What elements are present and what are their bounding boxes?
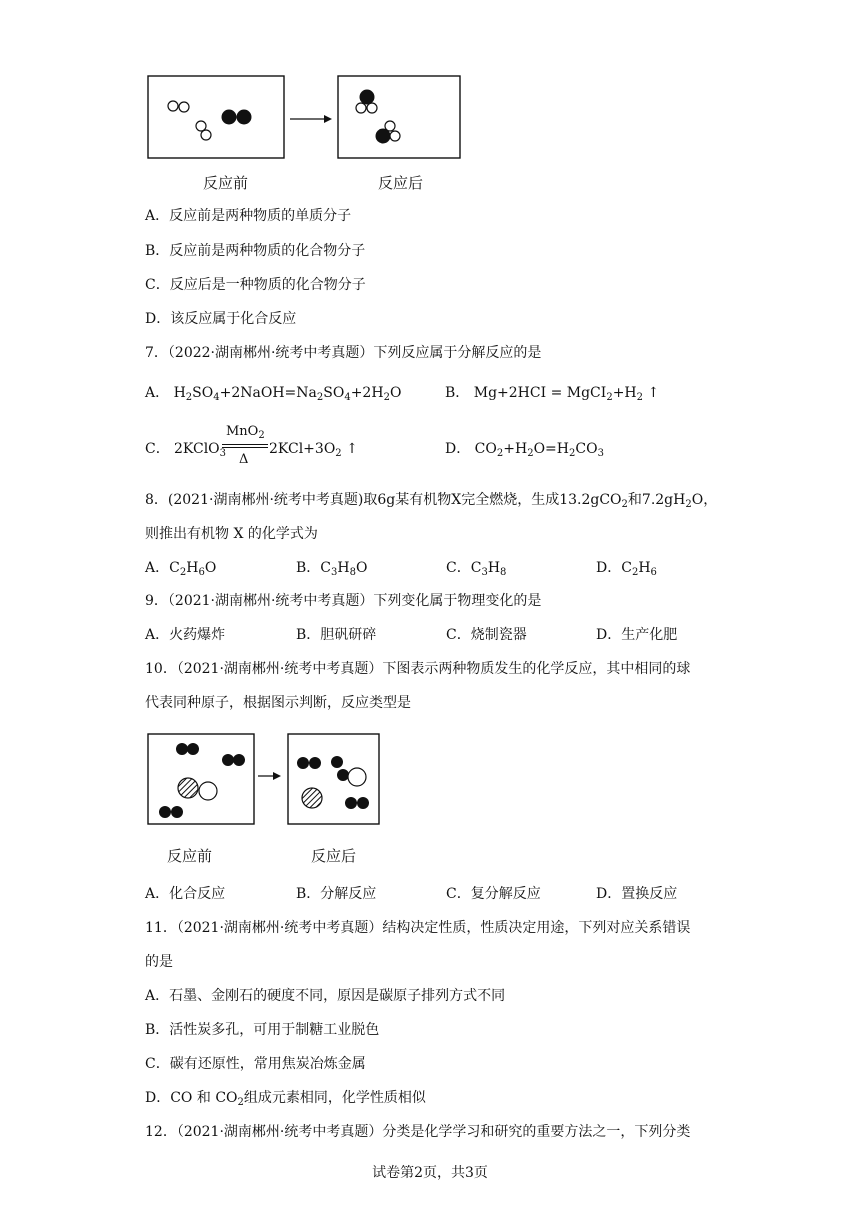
q11-option-c: C．碳有还原性，常用焦炭冶炼金属 xyxy=(145,1056,366,1072)
q10-option-c: C．复分解反应 xyxy=(446,886,541,902)
q8-option-d: D．$C_2H_6$ xyxy=(596,560,657,578)
q11-option-d: D．CO 和 $CO_2$组成元素相同，化学性质相似 xyxy=(145,1090,426,1108)
q8-option-a: A．$C_2H_6O$ xyxy=(145,560,217,578)
q10-stem-line2: 代表同种原子，根据图示判断，反应类型是 xyxy=(145,695,411,711)
page-footer: 试卷第2页，共3页 xyxy=(372,1165,488,1181)
q7-option-c-label: C． xyxy=(145,441,170,457)
q6-option-c: C．反应后是一种物质的化合物分子 xyxy=(145,277,366,293)
q7-equals-bar xyxy=(222,444,268,448)
atom-black xyxy=(222,110,237,125)
q6-option-d: D．该反应属于化合反应 xyxy=(145,311,297,327)
q12-stem-line1: 12．（2021·湖南郴州·统考中考真题）分类是化学学习和研究的重要方法之一，下列分类 xyxy=(145,1124,691,1140)
figure-reaction-2 xyxy=(140,728,390,833)
q7-option-c-right: $2KCl+3O_2$ ↑ xyxy=(269,441,358,459)
q8-option-b: B．$C_3H_8O$ xyxy=(296,560,368,578)
q8-stem-line2: 则推出有机物 X 的化学式为 xyxy=(145,526,318,542)
atom-hatched xyxy=(178,778,198,798)
q7-option-c-left: 2KClO$_3$ xyxy=(174,441,227,459)
atom-white xyxy=(196,121,206,131)
q7-option-a: A． $H_2SO_4+2NaOH=Na_2SO_4+2H_2O$ xyxy=(145,385,402,403)
after-box xyxy=(338,76,460,158)
atom-white xyxy=(201,130,211,140)
q11-stem-line2: 的是 xyxy=(145,954,173,970)
before-box xyxy=(148,76,284,158)
q10-option-b: B．分解反应 xyxy=(296,886,377,902)
fig2-before-label: 反应前 xyxy=(167,847,213,865)
q7-catalyst: MnO$_2$ xyxy=(226,424,265,441)
q7-heat-symbol: Δ xyxy=(239,452,249,467)
fig1-after-label: 反应后 xyxy=(378,174,424,192)
atom-white xyxy=(168,101,178,111)
q11-option-b: B．活性炭多孔，可用于制糖工业脱色 xyxy=(145,1022,380,1038)
fig1-before-label: 反应前 xyxy=(203,174,249,192)
q6-option-b: B．反应前是两种物质的化合物分子 xyxy=(145,243,366,259)
atom-white xyxy=(179,102,189,112)
q10-option-d: D．置换反应 xyxy=(596,886,678,902)
q9-stem: 9．（2021·湖南郴州·统考中考真题）下列变化属于物理变化的是 xyxy=(145,593,542,609)
q11-stem-line1: 11．（2021·湖南郴州·统考中考真题）结构决定性质，性质决定用途，下列对应关系错误 xyxy=(145,920,691,936)
fig2-after-label: 反应后 xyxy=(311,847,357,865)
atom-black xyxy=(237,110,252,125)
q7-stem: 7．（2022·湖南郴州·统考中考真题）下列反应属于分解反应的是 xyxy=(145,345,542,361)
q10-option-a: A．化合反应 xyxy=(145,886,226,902)
q7-option-d: D． $CO_2+H_2O=H_2CO_3$ xyxy=(445,441,604,459)
q9-option-b: B．胆矾研碎 xyxy=(296,627,377,643)
q8-option-c: C．$C_3H_8$ xyxy=(446,560,507,578)
q6-option-a: A．反应前是两种物质的单质分子 xyxy=(145,208,352,224)
q9-option-d: D．生产化肥 xyxy=(596,627,678,643)
q9-option-a: A．火药爆炸 xyxy=(145,627,226,643)
q10-stem-line1: 10．（2021·湖南郴州·统考中考真题）下图表示两种物质发生的化学反应，其中相同的球 xyxy=(145,661,691,677)
q11-option-a: A．石墨、金刚石的硬度不同，原因是碳原子排列方式不同 xyxy=(145,988,506,1004)
q7-option-b: B． $Mg+2HCI = MgCI_2+H_2$ ↑ xyxy=(445,385,660,403)
q8-stem-line1: 8．(2021·湖南郴州·统考中考真题)取6g某有机物X完全燃烧，生成13.2gCO$_2$和$7.2gH_2O$， xyxy=(145,492,718,510)
q9-option-c: C．烧制瓷器 xyxy=(446,627,527,643)
